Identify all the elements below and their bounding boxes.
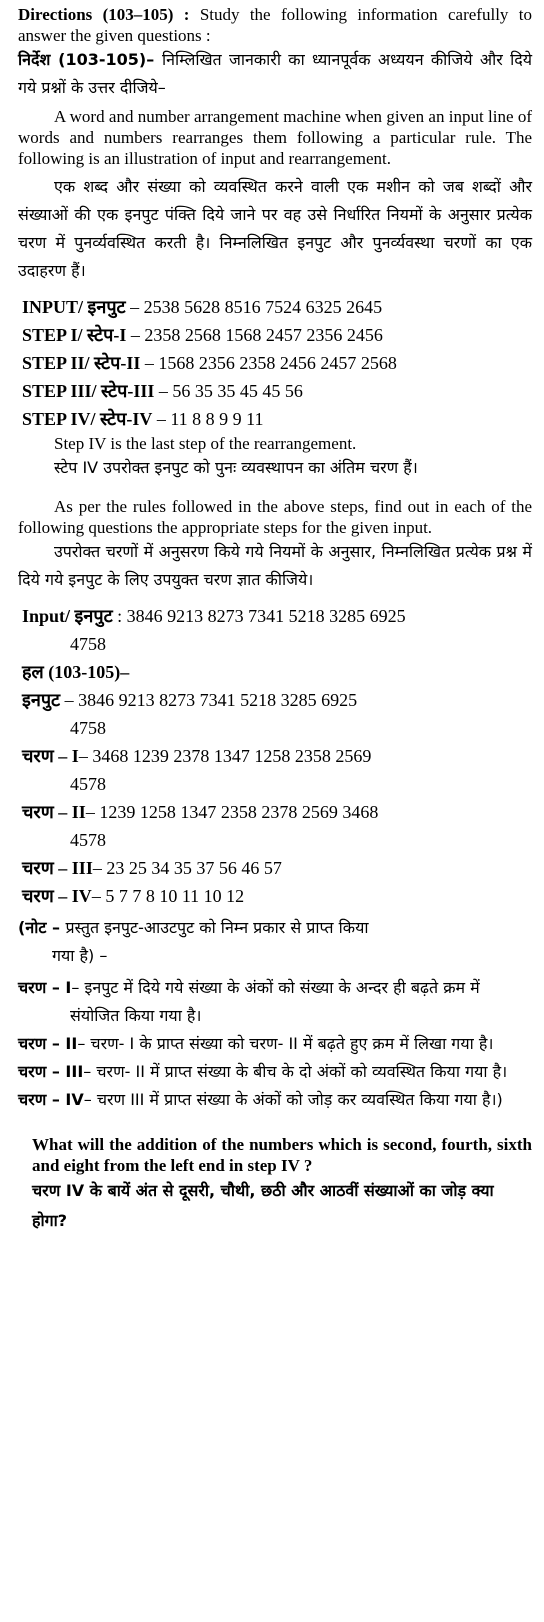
- directions-english: [18, 4, 532, 46]
- last-step-english: Step IV is the last step of the rearrangement.: [54, 434, 357, 453]
- note-step-3: चरण – III– चरण- II में प्राप्त संख्या के बीच के दो अंकों को व्यवस्थित किया गया है।: [18, 1062, 508, 1081]
- solution-steps: इनपुट – 3846 9213 8273 7341 5218 3285 6925 4758 चरण – I– 3468 1239 2378 1347 1258 2358 2569 4578 चरण – II– 1239 1258 1347 2358 2378 2569 3468 4578 चरण – III– 23 25 34 35 37 56 46 57 चरण – IV– 5 7 7 8 10 11 10 12: [18, 686, 532, 910]
- last-step-hindi: स्टेप IV उपरोक्त इनपुट को पुनः व्यवस्थापन का अंतिम चरण हैं।: [54, 458, 418, 477]
- example-step-4: STEP IV/ स्टेप-IV – 11 8 8 9 9 11: [22, 409, 264, 429]
- solution-step-3: चरण – III– 23 25 34 35 37 56 46 57: [22, 858, 282, 878]
- example-step-2: STEP II/ स्टेप-II – 1568 2356 2358 2456 2457 2568: [22, 353, 397, 373]
- note-block: (नोट – प्रस्तुत इनपुट-आउटपुट को निम्न प्रकार से प्राप्त किया गया है) – चरण – I– इनपुट में दिये गये संख्या के अंकों को संख्या के अन्दर ही बढ़ते क्रम में संयोजित किया गया है। चरण – II– चरण- I के प्राप्त संख्या को चरण- II में बढ़ते हुए क्रम में लिखा गया है। चरण – III– चरण- II में प्राप्त संख्या के बीच के दो अंकों को व्यवस्थित किया गया है। चरण – IV– चरण III में प्राप्त संख्या के अंकों को जोड़ कर व्यवस्थित किया गया है।): [18, 914, 532, 1114]
- intro-english: A word and number arrangement machine when given an input line of words and numbers rearranges them following a particular rule. The following is an illustration of input and rearrangement.: [18, 107, 532, 168]
- directions-text: Study the following information carefully to answer the given questions :: [18, 5, 532, 45]
- intro-hindi: एक शब्द और संख्या को व्यवस्थित करने वाली एक मशीन को जब शब्दों और संख्याओं की एक इनपुट पंक्ति दिये जाने पर वह उसे निर्धारित नियमों के अनुसार प्रत्येक चरण में पुनर्व्यवस्थित करती है। निम्नलिखित इनपुट और पुनर्व्यवस्था चरणों का एक उदाहरण हैं।: [18, 177, 532, 280]
- note-step-2: चरण – II– चरण- I के प्राप्त संख्या को चरण- II में बढ़ते हुए क्रम में लिखा गया है।: [18, 1034, 494, 1053]
- question-hindi: चरण IV के बायें अंत से दूसरी, चौथी, छठी और आठवीं संख्याओं का जोड़ क्या होगा?: [32, 1181, 494, 1230]
- directions-hindi-text: निम्लिखित जानकारी का ध्यानपूर्वक अध्ययन कीजिये और दिये गये प्रश्नों के उत्तर दीजिये–: [18, 50, 533, 97]
- directions-hindi: [18, 46, 532, 102]
- document-page: [18, 0, 532, 1236]
- solution-step-1: चरण – I– 3468 1239 2378 1347 1258 2358 2569: [22, 746, 372, 766]
- example-input: INPUT/ इनपुट – 2538 5628 8516 7524 6325 2645: [22, 297, 383, 317]
- solution-step-2: चरण – II– 1239 1258 1347 2358 2378 2569 3468: [22, 802, 379, 822]
- solution-input: इनपुट – 3846 9213 8273 7341 5218 3285 6925: [22, 690, 358, 710]
- solution-heading: हल (103-105)–: [22, 662, 130, 682]
- directions-heading: Directions (103–105) :: [18, 5, 200, 24]
- solution-step-4: चरण – IV– 5 7 7 8 10 11 10 12: [22, 886, 245, 906]
- note-step-4: चरण – IV– चरण III में प्राप्त संख्या के अंकों को जोड़ कर व्यवस्थित किया गया है।): [18, 1090, 503, 1109]
- note-intro: (नोट – प्रस्तुत इनपुट-आउटपुट को निम्न प्रकार से प्राप्त किया: [18, 918, 369, 937]
- rules-hindi: उपरोक्त चरणों में अनुसरण किये गये नियमों के अनुसार, निम्नलिखित प्रत्येक प्रश्न में दिये गये इनपुट के लिए उपयुक्त चरण ज्ञात कीजिये।: [18, 542, 532, 589]
- example-step-1: STEP I/ स्टेप-I – 2358 2568 1568 2457 2356 2456: [22, 325, 383, 345]
- question-input: Input/ इनपुट : 3846 9213 8273 7341 5218 3285 6925 4758: [22, 606, 406, 654]
- example-steps: [18, 293, 532, 433]
- example-step-3: STEP III/ स्टेप-III – 56 35 35 45 45 56: [22, 381, 303, 401]
- rules-english: As per the rules followed in the above steps, find out in each of the following questions the appropriate steps for the given input.: [18, 497, 532, 537]
- note-step-1: चरण – I– इनपुट में दिये गये संख्या के अंकों को संख्या के अन्दर ही बढ़ते क्रम में संयोजित किया गया है।: [18, 978, 480, 1025]
- question-english: What will the addition of the numbers which is second, fourth, sixth and eight from the left end in step IV ?: [32, 1135, 532, 1175]
- directions-hindi-heading: निर्देश (103-105)–: [18, 50, 163, 69]
